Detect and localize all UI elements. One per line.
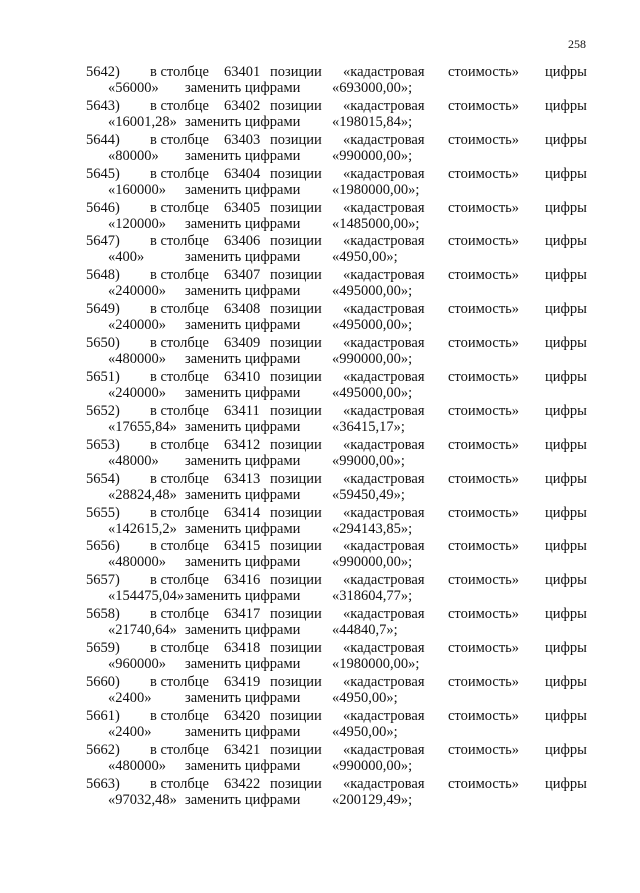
list-item bbox=[0, 369, 640, 403]
new-value: «495000,00»; bbox=[332, 283, 413, 300]
entry-number: 5644) bbox=[86, 131, 120, 148]
old-value: «400» bbox=[108, 249, 145, 266]
new-value: «36415,17»; bbox=[332, 418, 405, 435]
column-number: 63410 bbox=[224, 369, 261, 386]
column-label: в столбце bbox=[150, 131, 209, 148]
digits-label: цифры bbox=[545, 775, 587, 792]
replace-label: заменить цифрами bbox=[185, 554, 301, 571]
column-label: в столбце bbox=[150, 267, 209, 284]
position-label: позиции bbox=[270, 470, 322, 487]
column-label: в столбце bbox=[150, 369, 209, 386]
cost-label: стоимость» bbox=[448, 199, 520, 216]
replace-label: заменить цифрами bbox=[185, 147, 301, 164]
column-label: в столбце bbox=[150, 233, 209, 250]
column-number: 63422 bbox=[224, 775, 261, 792]
column-label: в столбце bbox=[150, 707, 209, 724]
column-label: в столбце bbox=[150, 199, 209, 216]
cost-label: стоимость» bbox=[448, 538, 520, 555]
cost-label: стоимость» bbox=[448, 572, 520, 589]
column-number: 63421 bbox=[224, 741, 261, 758]
position-label: позиции bbox=[270, 369, 322, 386]
column-label: в столбце bbox=[150, 470, 209, 487]
entry-number: 5658) bbox=[86, 606, 120, 623]
new-value: «4950,00»; bbox=[332, 249, 398, 266]
replace-label: заменить цифрами bbox=[185, 113, 301, 130]
cadastral-label: «кадастровая bbox=[343, 606, 425, 623]
new-value: «200129,49»; bbox=[332, 791, 413, 808]
cadastral-label: «кадастровая bbox=[343, 741, 425, 758]
column-number: 63411 bbox=[224, 402, 260, 419]
old-value: «97032,48» bbox=[108, 791, 177, 808]
digits-label: цифры bbox=[545, 64, 587, 80]
old-value: «80000» bbox=[108, 147, 159, 164]
entry-number: 5647) bbox=[86, 233, 120, 250]
column-label: в столбце bbox=[150, 538, 209, 555]
replace-label: заменить цифрами bbox=[185, 656, 301, 673]
digits-label: цифры bbox=[545, 369, 587, 386]
cadastral-label: «кадастровая bbox=[343, 538, 425, 555]
old-value: «240000» bbox=[108, 317, 166, 334]
digits-label: цифры bbox=[545, 301, 587, 318]
entry-number: 5661) bbox=[86, 707, 120, 724]
cost-label: стоимость» bbox=[448, 301, 520, 318]
old-value: «120000» bbox=[108, 215, 166, 232]
column-label: в столбце bbox=[150, 775, 209, 792]
list-item bbox=[0, 606, 640, 640]
list-item bbox=[0, 538, 640, 572]
list-item bbox=[0, 64, 640, 98]
old-value: «2400» bbox=[108, 723, 152, 740]
cost-label: стоимость» bbox=[448, 775, 520, 792]
new-value: «44840,7»; bbox=[332, 622, 398, 639]
position-label: позиции bbox=[270, 775, 322, 792]
cadastral-label: «кадастровая bbox=[343, 640, 425, 657]
list-item bbox=[0, 437, 640, 471]
old-value: «480000» bbox=[108, 351, 166, 368]
column-label: в столбце bbox=[150, 165, 209, 182]
replace-label: заменить цифрами bbox=[185, 283, 301, 300]
replace-label: заменить цифрами bbox=[185, 690, 301, 707]
new-value: «294143,85»; bbox=[332, 520, 413, 537]
cost-label: стоимость» bbox=[448, 436, 520, 453]
cost-label: стоимость» bbox=[448, 674, 520, 691]
column-number: 63404 bbox=[224, 165, 261, 182]
list-item bbox=[0, 776, 640, 810]
column-number: 63416 bbox=[224, 572, 261, 589]
digits-label: цифры bbox=[545, 674, 587, 691]
column-label: в столбце bbox=[150, 741, 209, 758]
cost-label: стоимость» bbox=[448, 233, 520, 250]
position-label: позиции bbox=[270, 301, 322, 318]
list-item bbox=[0, 132, 640, 166]
entry-number: 5653) bbox=[86, 436, 120, 453]
cadastral-label: «кадастровая bbox=[343, 369, 425, 386]
new-value: «990000,00»; bbox=[332, 757, 413, 774]
column-label: в столбце bbox=[150, 335, 209, 352]
entry-number: 5656) bbox=[86, 538, 120, 555]
entry-number: 5657) bbox=[86, 572, 120, 589]
new-value: «990000,00»; bbox=[332, 147, 413, 164]
column-number: 63405 bbox=[224, 199, 261, 216]
column-label: в столбце bbox=[150, 402, 209, 419]
cadastral-label: «кадастровая bbox=[343, 436, 425, 453]
replace-label: заменить цифрами bbox=[185, 317, 301, 334]
cadastral-label: «кадастровая bbox=[343, 402, 425, 419]
digits-label: цифры bbox=[545, 436, 587, 453]
old-value: «28824,48» bbox=[108, 486, 177, 503]
position-label: позиции bbox=[270, 707, 322, 724]
entry-number: 5646) bbox=[86, 199, 120, 216]
replace-label: заменить цифрами bbox=[185, 351, 301, 368]
cadastral-label: «кадастровая bbox=[343, 301, 425, 318]
old-value: «48000» bbox=[108, 452, 159, 469]
amendment-list bbox=[0, 64, 640, 810]
column-label: в столбце bbox=[150, 301, 209, 318]
digits-label: цифры bbox=[545, 707, 587, 724]
list-item bbox=[0, 572, 640, 606]
digits-label: цифры bbox=[545, 606, 587, 623]
cost-label: стоимость» bbox=[448, 707, 520, 724]
cadastral-label: «кадастровая bbox=[343, 707, 425, 724]
list-item bbox=[0, 742, 640, 776]
cost-label: стоимость» bbox=[448, 470, 520, 487]
old-value: «16001,28» bbox=[108, 113, 177, 130]
list-item bbox=[0, 640, 640, 674]
cadastral-label: «кадастровая bbox=[343, 470, 425, 487]
position-label: позиции bbox=[270, 436, 322, 453]
column-number: 63420 bbox=[224, 707, 261, 724]
column-number: 63409 bbox=[224, 335, 261, 352]
position-label: позиции bbox=[270, 199, 322, 216]
cadastral-label: «кадастровая bbox=[343, 165, 425, 182]
old-value: «240000» bbox=[108, 385, 166, 402]
column-label: в столбце bbox=[150, 64, 209, 80]
cadastral-label: «кадастровая bbox=[343, 775, 425, 792]
new-value: «990000,00»; bbox=[332, 351, 413, 368]
replace-label: заменить цифрами bbox=[185, 757, 301, 774]
list-item bbox=[0, 505, 640, 539]
digits-label: цифры bbox=[545, 267, 587, 284]
old-value: «960000» bbox=[108, 656, 166, 673]
old-value: «154475,04» bbox=[108, 588, 185, 605]
new-value: «990000,00»; bbox=[332, 554, 413, 571]
new-value: «4950,00»; bbox=[332, 723, 398, 740]
new-value: «4950,00»; bbox=[332, 690, 398, 707]
replace-label: заменить цифрами bbox=[185, 791, 301, 808]
digits-label: цифры bbox=[545, 335, 587, 352]
list-item bbox=[0, 335, 640, 369]
position-label: позиции bbox=[270, 402, 322, 419]
column-number: 63413 bbox=[224, 470, 261, 487]
list-item bbox=[0, 267, 640, 301]
cadastral-label: «кадастровая bbox=[343, 233, 425, 250]
cost-label: стоимость» bbox=[448, 64, 520, 80]
new-value: «1980000,00»; bbox=[332, 656, 420, 673]
replace-label: заменить цифрами bbox=[185, 249, 301, 266]
column-label: в столбце bbox=[150, 504, 209, 521]
column-number: 63403 bbox=[224, 131, 261, 148]
column-number: 63408 bbox=[224, 301, 261, 318]
column-number: 63417 bbox=[224, 606, 261, 623]
column-number: 63407 bbox=[224, 267, 261, 284]
position-label: позиции bbox=[270, 64, 322, 80]
list-item bbox=[0, 708, 640, 742]
position-label: позиции bbox=[270, 267, 322, 284]
new-value: «318604,77»; bbox=[332, 588, 413, 605]
list-item bbox=[0, 471, 640, 505]
entry-number: 5642) bbox=[86, 64, 120, 80]
column-number: 63412 bbox=[224, 436, 261, 453]
list-item bbox=[0, 98, 640, 132]
list-item bbox=[0, 301, 640, 335]
position-label: позиции bbox=[270, 538, 322, 555]
column-label: в столбце bbox=[150, 640, 209, 657]
digits-label: цифры bbox=[545, 572, 587, 589]
old-value: «142615,2» bbox=[108, 520, 177, 537]
position-label: позиции bbox=[270, 233, 322, 250]
column-number: 63401 bbox=[224, 64, 261, 80]
cadastral-label: «кадастровая bbox=[343, 572, 425, 589]
digits-label: цифры bbox=[545, 538, 587, 555]
old-value: «2400» bbox=[108, 690, 152, 707]
cost-label: стоимость» bbox=[448, 335, 520, 352]
digits-label: цифры bbox=[545, 199, 587, 216]
list-item bbox=[0, 166, 640, 200]
digits-label: цифры bbox=[545, 131, 587, 148]
list-item bbox=[0, 233, 640, 267]
cost-label: стоимость» bbox=[448, 97, 520, 114]
old-value: «160000» bbox=[108, 181, 166, 198]
cost-label: стоимость» bbox=[448, 504, 520, 521]
replace-label: заменить цифрами bbox=[185, 215, 301, 232]
entry-number: 5651) bbox=[86, 369, 120, 386]
entry-number: 5655) bbox=[86, 504, 120, 521]
new-value: «495000,00»; bbox=[332, 385, 413, 402]
column-number: 63406 bbox=[224, 233, 261, 250]
digits-label: цифры bbox=[545, 640, 587, 657]
entry-number: 5643) bbox=[86, 97, 120, 114]
cost-label: стоимость» bbox=[448, 165, 520, 182]
digits-label: цифры bbox=[545, 165, 587, 182]
replace-label: заменить цифрами bbox=[185, 385, 301, 402]
cost-label: стоимость» bbox=[448, 402, 520, 419]
digits-label: цифры bbox=[545, 233, 587, 250]
column-label: в столбце bbox=[150, 572, 209, 589]
replace-label: заменить цифрами bbox=[185, 452, 301, 469]
position-label: позиции bbox=[270, 131, 322, 148]
digits-label: цифры bbox=[545, 741, 587, 758]
digits-label: цифры bbox=[545, 402, 587, 419]
cost-label: стоимость» bbox=[448, 267, 520, 284]
position-label: позиции bbox=[270, 335, 322, 352]
entry-number: 5650) bbox=[86, 335, 120, 352]
column-label: в столбце bbox=[150, 97, 209, 114]
entry-number: 5662) bbox=[86, 741, 120, 758]
page-number: 258 bbox=[568, 37, 586, 51]
new-value: «1980000,00»; bbox=[332, 181, 420, 198]
cadastral-label: «кадастровая bbox=[343, 199, 425, 216]
cadastral-label: «кадастровая bbox=[343, 64, 425, 80]
digits-label: цифры bbox=[545, 504, 587, 521]
replace-label: заменить цифрами bbox=[185, 520, 301, 537]
cadastral-label: «кадастровая bbox=[343, 97, 425, 114]
position-label: позиции bbox=[270, 606, 322, 623]
new-value: «693000,00»; bbox=[332, 80, 413, 96]
entry-number: 5659) bbox=[86, 640, 120, 657]
old-value: «56000» bbox=[108, 80, 159, 96]
cadastral-label: «кадастровая bbox=[343, 267, 425, 284]
cadastral-label: «кадастровая bbox=[343, 674, 425, 691]
entry-number: 5648) bbox=[86, 267, 120, 284]
cost-label: стоимость» bbox=[448, 741, 520, 758]
old-value: «21740,64» bbox=[108, 622, 177, 639]
new-value: «99000,00»; bbox=[332, 452, 405, 469]
replace-label: заменить цифрами bbox=[185, 588, 301, 605]
column-number: 63402 bbox=[224, 97, 261, 114]
entry-number: 5660) bbox=[86, 674, 120, 691]
column-number: 63415 bbox=[224, 538, 261, 555]
new-value: «59450,49»; bbox=[332, 486, 405, 503]
list-item bbox=[0, 403, 640, 437]
cadastral-label: «кадастровая bbox=[343, 335, 425, 352]
cost-label: стоимость» bbox=[448, 369, 520, 386]
position-label: позиции bbox=[270, 572, 322, 589]
new-value: «1485000,00»; bbox=[332, 215, 420, 232]
cadastral-label: «кадастровая bbox=[343, 131, 425, 148]
old-value: «240000» bbox=[108, 283, 166, 300]
column-number: 63414 bbox=[224, 504, 261, 521]
cost-label: стоимость» bbox=[448, 131, 520, 148]
entry-number: 5652) bbox=[86, 402, 120, 419]
replace-label: заменить цифрами bbox=[185, 486, 301, 503]
entry-number: 5649) bbox=[86, 301, 120, 318]
old-value: «480000» bbox=[108, 757, 166, 774]
list-item bbox=[0, 674, 640, 708]
replace-label: заменить цифрами bbox=[185, 723, 301, 740]
entry-number: 5645) bbox=[86, 165, 120, 182]
replace-label: заменить цифрами bbox=[185, 80, 301, 96]
column-label: в столбце bbox=[150, 674, 209, 691]
list-item bbox=[0, 200, 640, 234]
position-label: позиции bbox=[270, 674, 322, 691]
position-label: позиции bbox=[270, 504, 322, 521]
replace-label: заменить цифрами bbox=[185, 181, 301, 198]
position-label: позиции bbox=[270, 741, 322, 758]
old-value: «17655,84» bbox=[108, 418, 177, 435]
column-number: 63418 bbox=[224, 640, 261, 657]
old-value: «480000» bbox=[108, 554, 166, 571]
replace-label: заменить цифрами bbox=[185, 418, 301, 435]
new-value: «495000,00»; bbox=[332, 317, 413, 334]
entry-number: 5663) bbox=[86, 775, 120, 792]
replace-label: заменить цифрами bbox=[185, 622, 301, 639]
position-label: позиции bbox=[270, 97, 322, 114]
column-label: в столбце bbox=[150, 606, 209, 623]
cost-label: стоимость» bbox=[448, 640, 520, 657]
new-value: «198015,84»; bbox=[332, 113, 413, 130]
position-label: позиции bbox=[270, 640, 322, 657]
position-label: позиции bbox=[270, 165, 322, 182]
cost-label: стоимость» bbox=[448, 606, 520, 623]
entry-number: 5654) bbox=[86, 470, 120, 487]
column-number: 63419 bbox=[224, 674, 261, 691]
cadastral-label: «кадастровая bbox=[343, 504, 425, 521]
digits-label: цифры bbox=[545, 97, 587, 114]
column-label: в столбце bbox=[150, 436, 209, 453]
digits-label: цифры bbox=[545, 470, 587, 487]
